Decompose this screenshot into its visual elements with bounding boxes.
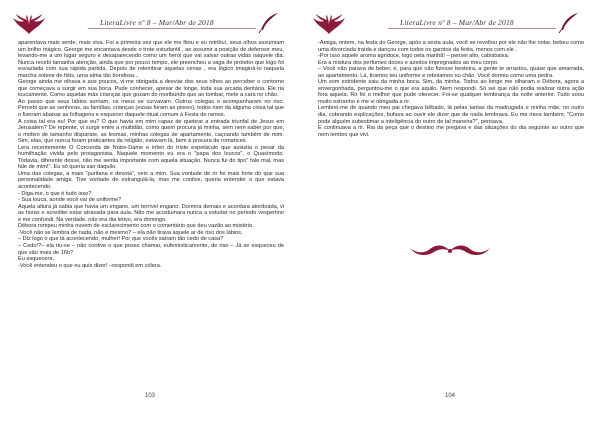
paragraph: aparentava mais verde, mais viva. Foi a primeira vez que ele me fitou e eu retribuí, seus olhos assumiam um brilho mágico. George me encantava desde o trote estudantil , ao assumir a posição de defensor meu, levando-me a um lugar seguro e desaparecendo como um herói que vai salvar outras vidas naquele dia. Nunca recebi tamanha atenção, ainda que por pouco tempo, ele preencheu a vaga de protetor que logo foi esvaziada com sua rápida partida. Depois de relembrar aquelas cenas , era lógico imaginá-lo naquela marcha solene de fiéis, uma alma tão bondosa...: [18, 40, 284, 79]
paragraph: Eu esquecera.: [18, 256, 55, 263]
paragraph: Uma das colegas, a mais "puritana e devota", veio a mim. Sua vontade de rir foi mais forte do que sua personalidade amiga. Tive vontade de estrangulá-la, mas me contive, queria entender o que estava acontecendo.: [18, 170, 284, 191]
paragraph: George ainda me olhava e aos poucos, vi-me obrigada a desviar dos seus olhos ao perceber o contorno que começava a surgir em sua boca. Pude conhecer, apesar de longe, toda sua arcada dentária. Ele ria loucamente. Como aquelas más crianças que gozam do moribundo que ao tombar, mete a cara no chão.: [18, 79, 284, 99]
paragraph: - Sua louca, aonde você vai de uniforme?: [18, 197, 122, 204]
header-rule: [88, 28, 256, 29]
paragraph: Um som estridente saiu da minha boca. Sim, da minha. Todos ao longe me olharam e Débora, agora a envergonhada, perguntou-me o que era aquilo. Nem respondi. Só sei que não podia realizar outra ação fora aquela. Rir foi o melhor que pude oferecer. Foi-se qualquer lembrança da noite anterior. Tudo soou muito estranho e me vi obrigada a rir.: [318, 79, 584, 105]
quill-pen-icon: [258, 12, 280, 34]
header-rule: [388, 28, 556, 29]
paragraph: -Amiga, ontem, na festa do George, após a sexta aula, você se revoltou por ele não lhe notar, bebeu como uma divorciada traída e dançou com todos os garotos da festa, menos com ele .: [318, 40, 584, 53]
page-number: 104: [444, 393, 455, 399]
paragraph: – Você não parava de beber, e, para que não fizesse besteira, a gente te arrastou, quase que amarrada, ao apartamento. Lá, tiramos teu uniforme e rebolamos no chão. Você dormiu como uma pedra.: [318, 66, 584, 79]
paragraph: Aquela altura já sabia que havia um engano, um terrível engano. Dormira demais e acordara atordoada, vi as horas e acreditei estar atrasada para aula. Não me acostumara nunca a estudar no período vespertino e me confundi. Na verdade, não era dia letivo, era domingo.: [18, 203, 284, 223]
paragraph: E continuava a rir. Ria da peça que o destino me pregava e das situações do dia seguinte ao outro que nem lembro que vivi.: [318, 125, 584, 138]
magazine-title: LiteraLivre nº 8 – Mar/Abr de 2018: [400, 18, 514, 27]
paragraph: Lembrei-me de quando meu pai chegava bêbado, lá pelas tantas da madrugada e minha mãe, no outro dia, cobrando explicações, bufava ao ouvir ele dizer que de nada lembrava. Eu me irava também. "Como pode alguém subestimar a inteligência do outro de tal maneira?", pensava.: [318, 105, 584, 125]
page-number: 103: [144, 393, 155, 399]
right-page: [300, 0, 600, 424]
magazine-title: LiteraLivre nº 8 – Mar/Abr de 2018: [100, 18, 214, 27]
paragraph: Era a mistura dos perfumes doces e azedos impregnados ao meu corpo.: [318, 59, 499, 66]
paragraph: A coisa tal era eu! Por que eu? O que havia em mim capaz de quebrar a entrada triunfal de Jesus em Jerusalém? De repente, vi surgir entre a multidão, como quem procura já minha, sem nem saber por que, o motivo de tamanho disparate, as lesmas, minhas colegas de apartamento, caçoando também de mim. Sim, elas, que nunca foram praticantes da religião, estavam lá, bem à procura de romances.: [18, 118, 284, 145]
paragraph: – Diz logo o que tá acontecendo, mulher! Por que vocês saíram tão cedo de casa?: [18, 236, 224, 243]
paragraph: Débora rompeu minha nuvem de esclarecimento com o comentário que deu vazão ao mistério.: [18, 223, 254, 230]
ornament-divider-icon: [408, 240, 492, 262]
page-header: [300, 8, 600, 36]
paragraph: -Você não se lembra de nada, não é mesmo? – ela não tirava aquele ar de riso dos lábios.: [18, 229, 243, 236]
wings-logo-icon: [312, 14, 346, 36]
left-page-text: [18, 40, 284, 269]
paragraph: -Você entendeu o que eu quis dizer! –respondi em cólera.: [18, 262, 162, 269]
paragraph: - Diga-me, o que é tudo isso?: [18, 190, 92, 197]
quill-pen-icon: [558, 12, 580, 34]
right-page-text: [318, 40, 584, 138]
paragraph: -Por isso aquele aroma agridoce, logo pela manhã! – pensei alto, cabisbaixa.: [318, 53, 510, 60]
paragraph: – Cedo!?– ela riu-se – não contive o que posso chamar, eufemisticamente, de riso – Já se esqueceu de que são mais de 16h?: [18, 242, 284, 256]
wings-logo-icon: [12, 14, 46, 36]
paragraph: Lera recentemente O Corcunda de Notre-Dame e inferi do triste espetáculo que assistia o pesar da humilhação vivida pelo protagonista. Naquele momento eu era o "papa dos loucos", o Quasímodo. Todavia, diferente desse, não me sentia importante com aquela situação. Nunca fui do tipo" fale mal, mas fale de mim!". Eu só queria sair daquilo.: [18, 144, 284, 171]
paragraph: Ao passo que seus lábios sorriam, os meus se curvavam. Outros colegas o acompanharam no riso. Percebi que as senhoras, as famílias, crianças (essas foram as piores), todos riam da alguma coisa tal que o fizeram abaixar as folhagens e esquecer daquele ritual comum à Festa de ramos.: [18, 98, 284, 119]
page-header: [0, 8, 300, 36]
